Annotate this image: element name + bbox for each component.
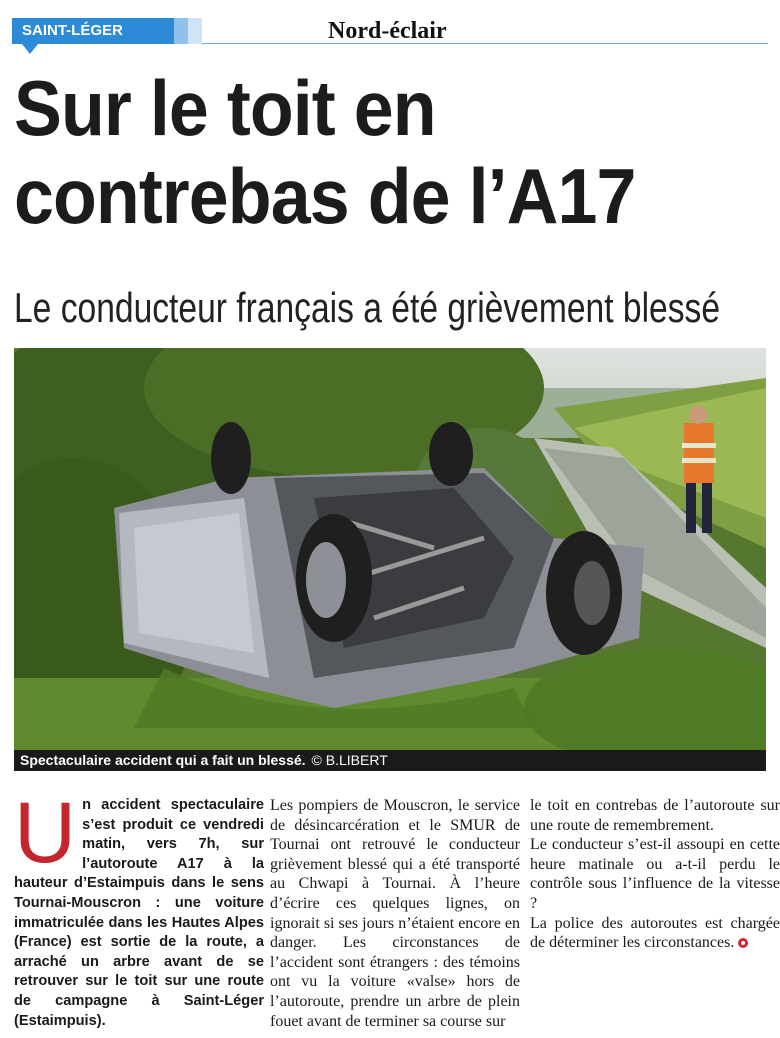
- photo-caption: [14, 750, 766, 771]
- article-paragraph-1: Les pompiers de Mouscron, le service de désincarcération et le SMUR de Tournai ont retrouvé le conducteur grièvement blessé qui a été transporté au Chwapi à Tournai. À l’heure d’écrire ces quelques lignes, on ignorait si ses jours n’étaient encore en danger. Les circonstances de l’accident sont étrangers : des témoins ont vu la voiture «valse» hors de l’autoroute, prendre un arbre de plein fouet avant de terminer sa course sur: [270, 797, 520, 1030]
- photo-credit: © B.LIBERT: [311, 752, 388, 768]
- header-rule: [202, 43, 768, 44]
- article-column-3: [530, 796, 780, 1032]
- article-column-2: [270, 796, 520, 1032]
- end-of-article-icon: [738, 938, 748, 948]
- section-label-fade: [174, 18, 188, 44]
- article-paragraph-1-continued: le toit en contrebas de l’autoroute sur une route de remembrement.: [530, 797, 780, 834]
- overturned-car-illustration: [14, 348, 766, 750]
- caption-text: Spectaculaire accident qui a fait un blessé.: [20, 752, 306, 768]
- headline: [14, 64, 713, 240]
- drop-cap: U: [14, 796, 77, 881]
- accident-photo: [14, 348, 766, 750]
- section-label-fade-light: [188, 18, 202, 44]
- article-paragraph-3-text: La police des autoroutes est chargée de déterminer les circonstances.: [530, 914, 780, 952]
- subheadline: Le conducteur français a été grièvement blessé: [14, 284, 721, 331]
- newspaper-masthead: Nord-éclair: [328, 18, 447, 44]
- article-lead: n accident spectaculaire s’est produit ce vendredi matin, vers 7h, sur l’autoroute A17 à la hauteur d’Estaimpuis dans le sens Tournai-Mouscron : une voiture immatriculée dans les Hautes Alpes (France) est sortie de la route, a arraché un arbre avant de se retrouver sur le toit sur une route de campagne à Saint-Léger (Estaimpuis).: [14, 797, 264, 1029]
- headline-line-1: Sur le toit en: [14, 64, 436, 152]
- article-paragraph-2: Le conducteur s’est-il assoupi en cette heure matinale ou a-t-il perdu le contrôle sous l’influence de la vitesse ?: [530, 836, 780, 912]
- article-column-1: [14, 796, 264, 1032]
- section-label: SAINT-LÉGER: [12, 18, 174, 44]
- headline-line-2: contrebas de l’A17: [14, 152, 636, 240]
- article-paragraph-3: [530, 914, 780, 953]
- section-label-pointer: [22, 44, 38, 54]
